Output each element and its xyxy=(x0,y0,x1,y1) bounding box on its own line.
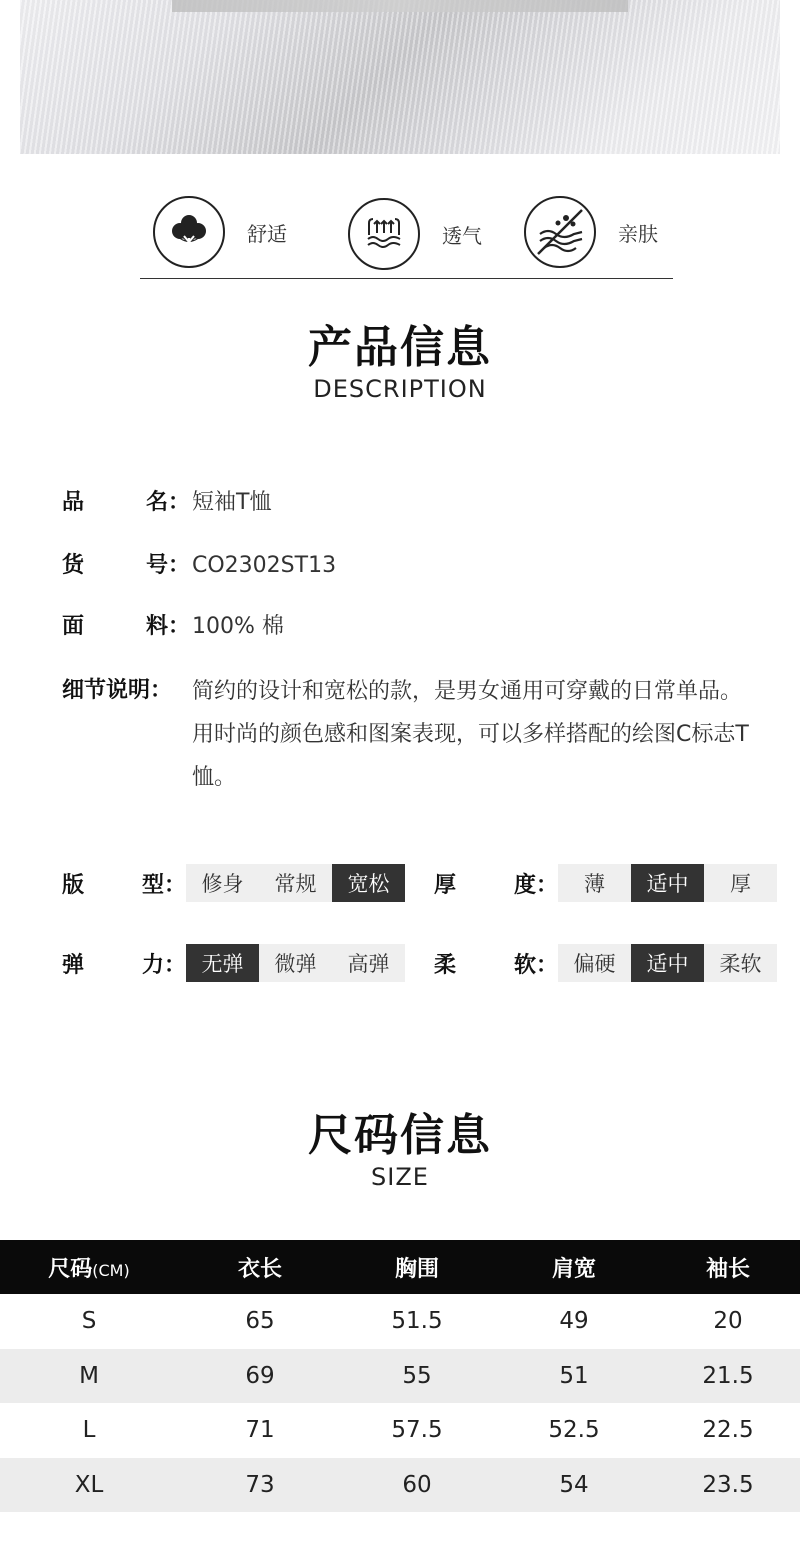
section-subtitle: SIZE xyxy=(371,1163,429,1191)
info-value: 100% 棉 xyxy=(192,614,284,639)
info-label: 货 号： xyxy=(62,553,190,578)
divider xyxy=(140,278,673,279)
table-cell: 55 xyxy=(402,1362,432,1389)
info-row-fabric xyxy=(62,606,284,648)
table-row xyxy=(0,1458,800,1513)
column-header: 衣长 xyxy=(237,1256,282,1282)
attr-options xyxy=(186,944,405,982)
info-row-name xyxy=(62,482,271,524)
table-row xyxy=(0,1403,800,1458)
table-cell: 23.5 xyxy=(702,1471,754,1498)
info-label: 品 名： xyxy=(62,490,190,515)
table-cell: 54 xyxy=(559,1471,589,1498)
table-cell: 51.5 xyxy=(391,1308,443,1335)
attr-option-selected: 宽松 xyxy=(332,864,405,902)
attr-option: 薄 xyxy=(558,864,631,902)
info-value: 简约的设计和宽松的款，是男女通用可穿戴的日常单品。用时尚的颜色感和图案表现，可以多样搭配的绘图C标志T恤。 xyxy=(192,679,749,790)
size-table xyxy=(0,1240,800,1512)
table-row xyxy=(0,1349,800,1404)
table-header xyxy=(0,1240,800,1294)
feature-label: 舒适 xyxy=(247,221,287,246)
attr-option-selected: 适中 xyxy=(631,864,704,902)
table-cell: 52.5 xyxy=(548,1417,600,1444)
description-heading xyxy=(0,322,800,404)
section-title: 尺码信息 xyxy=(308,1110,492,1161)
table-cell: 65 xyxy=(245,1308,275,1335)
attr-option: 厚 xyxy=(704,864,777,902)
attr-label: 版 型： xyxy=(62,872,186,898)
table-cell: 71 xyxy=(245,1417,275,1444)
table-cell: 60 xyxy=(402,1471,432,1498)
attr-label: 厚 度： xyxy=(434,872,558,898)
table-row xyxy=(0,1294,800,1349)
attr-options xyxy=(186,864,405,902)
attr-option: 修身 xyxy=(186,864,259,902)
attr-option: 微弹 xyxy=(259,944,332,982)
attr-label: 弹 力： xyxy=(62,952,186,978)
attr-option: 常规 xyxy=(259,864,332,902)
breathable-icon xyxy=(348,198,420,270)
collar-detail xyxy=(172,0,628,12)
column-header: 尺码(CM) xyxy=(48,1256,130,1282)
attr-fit xyxy=(62,864,405,902)
table-cell: 73 xyxy=(245,1471,275,1498)
table-cell: 20 xyxy=(713,1308,743,1335)
info-label: 细节说明： xyxy=(62,678,173,703)
column-header: 袖长 xyxy=(705,1256,750,1282)
info-value: 短袖T恤 xyxy=(192,490,272,515)
info-label: 面 料： xyxy=(62,614,190,639)
feature-comfort xyxy=(153,196,287,268)
size-heading xyxy=(0,1110,800,1192)
attr-label: 柔 软： xyxy=(434,952,558,978)
table-cell: 69 xyxy=(245,1362,275,1389)
attr-option: 高弹 xyxy=(332,944,405,982)
attr-elasticity xyxy=(62,944,405,982)
attr-thickness xyxy=(434,864,777,902)
table-cell: 21.5 xyxy=(702,1362,754,1389)
attr-option-selected: 适中 xyxy=(631,944,704,982)
cotton-icon xyxy=(153,196,225,268)
table-cell: L xyxy=(82,1417,96,1444)
info-row-sku xyxy=(62,545,336,587)
table-cell: 22.5 xyxy=(702,1417,754,1444)
feature-label: 透气 xyxy=(442,223,482,248)
attr-softness xyxy=(434,944,777,982)
feature-breathable xyxy=(348,198,482,270)
table-cell: 49 xyxy=(559,1308,589,1335)
column-header: 胸围 xyxy=(394,1256,439,1282)
attr-options xyxy=(558,864,777,902)
table-cell: M xyxy=(79,1362,99,1389)
info-row-detail xyxy=(62,670,752,799)
feature-label: 亲肤 xyxy=(618,221,658,246)
attr-option-selected: 无弹 xyxy=(186,944,259,982)
attr-option: 偏硬 xyxy=(558,944,631,982)
table-cell: S xyxy=(81,1308,97,1335)
table-cell: XL xyxy=(74,1471,104,1498)
attr-options xyxy=(558,944,777,982)
section-subtitle: DESCRIPTION xyxy=(313,375,487,403)
attr-option: 柔软 xyxy=(704,944,777,982)
table-cell: 57.5 xyxy=(391,1417,443,1444)
table-cell: 51 xyxy=(559,1362,589,1389)
feature-skin-friendly xyxy=(524,196,658,268)
column-header: 肩宽 xyxy=(551,1256,596,1282)
info-value: CO2302ST13 xyxy=(192,553,337,578)
unit-label: (CM) xyxy=(92,1260,130,1280)
section-title: 产品信息 xyxy=(308,322,492,373)
skin-friendly-icon xyxy=(524,196,596,268)
fabric-photo xyxy=(20,0,780,154)
